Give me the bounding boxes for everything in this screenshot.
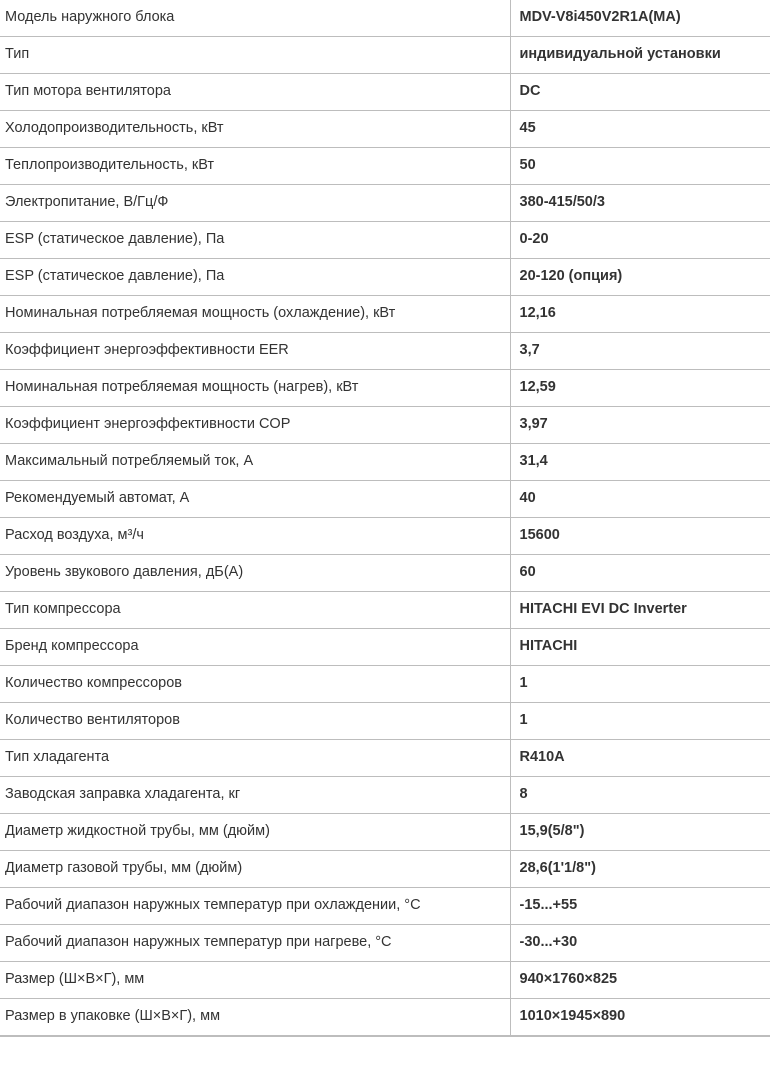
spec-value: 3,97 <box>510 406 770 443</box>
spec-value: 1010×1945×890 <box>510 998 770 1035</box>
spec-value: 12,16 <box>510 295 770 332</box>
spec-row <box>0 369 770 406</box>
spec-value: HITACHI EVI DC Inverter <box>510 591 770 628</box>
spec-label: Рабочий диапазон наружных температур при нагреве, °C <box>0 924 510 961</box>
spec-row <box>0 480 770 517</box>
table-bottom-divider <box>0 1036 770 1037</box>
spec-row <box>0 221 770 258</box>
spec-value: HITACHI <box>510 628 770 665</box>
spec-label: Теплопроизводительность, кВт <box>0 147 510 184</box>
spec-row <box>0 554 770 591</box>
spec-row <box>0 258 770 295</box>
spec-value: 12,59 <box>510 369 770 406</box>
spec-label: ESP (статическое давление), Па <box>0 221 510 258</box>
spec-value: 380-415/50/3 <box>510 184 770 221</box>
spec-row <box>0 850 770 887</box>
spec-row <box>0 702 770 739</box>
spec-label: Тип мотора вентилятора <box>0 73 510 110</box>
spec-value: MDV-V8i450V2R1A(MA) <box>510 0 770 36</box>
spec-row <box>0 887 770 924</box>
spec-label: Рекомендуемый автомат, А <box>0 480 510 517</box>
spec-value: R410A <box>510 739 770 776</box>
spec-label: Диаметр жидкостной трубы, мм (дюйм) <box>0 813 510 850</box>
spec-label: Заводская заправка хладагента, кг <box>0 776 510 813</box>
spec-label: Электропитание, В/Гц/Ф <box>0 184 510 221</box>
spec-value: 28,6(1'1/8") <box>510 850 770 887</box>
spec-value: 15,9(5/8") <box>510 813 770 850</box>
spec-row <box>0 73 770 110</box>
spec-label: Бренд компрессора <box>0 628 510 665</box>
spec-label: Размер в упаковке (Ш×В×Г), мм <box>0 998 510 1035</box>
spec-value: 0-20 <box>510 221 770 258</box>
spec-row <box>0 295 770 332</box>
spec-row <box>0 998 770 1035</box>
spec-value: 15600 <box>510 517 770 554</box>
spec-label: Количество вентиляторов <box>0 702 510 739</box>
spec-value: 31,4 <box>510 443 770 480</box>
spec-row <box>0 147 770 184</box>
spec-row <box>0 36 770 73</box>
spec-value: -15...+55 <box>510 887 770 924</box>
spec-label: Коэффициент энергоэффективности EER <box>0 332 510 369</box>
spec-label: Тип <box>0 36 510 73</box>
spec-value: 1 <box>510 665 770 702</box>
spec-row <box>0 776 770 813</box>
spec-value: 940×1760×825 <box>510 961 770 998</box>
spec-label: Рабочий диапазон наружных температур при охлаждении, °C <box>0 887 510 924</box>
spec-value: 8 <box>510 776 770 813</box>
spec-value: 3,7 <box>510 332 770 369</box>
spec-value: 1 <box>510 702 770 739</box>
spec-row <box>0 813 770 850</box>
spec-row <box>0 517 770 554</box>
spec-label: Тип хладагента <box>0 739 510 776</box>
spec-label: Уровень звукового давления, дБ(А) <box>0 554 510 591</box>
spec-value: -30...+30 <box>510 924 770 961</box>
spec-row <box>0 184 770 221</box>
spec-label: Модель наружного блока <box>0 0 510 36</box>
spec-label: Максимальный потребляемый ток, А <box>0 443 510 480</box>
spec-value: DC <box>510 73 770 110</box>
spec-row <box>0 443 770 480</box>
spec-row <box>0 110 770 147</box>
spec-value: 20-120 (опция) <box>510 258 770 295</box>
spec-row <box>0 924 770 961</box>
spec-label: ESP (статическое давление), Па <box>0 258 510 295</box>
spec-value: 45 <box>510 110 770 147</box>
spec-row <box>0 628 770 665</box>
spec-label: Расход воздуха, м³/ч <box>0 517 510 554</box>
spec-value: 60 <box>510 554 770 591</box>
spec-row <box>0 591 770 628</box>
spec-label: Тип компрессора <box>0 591 510 628</box>
spec-row <box>0 665 770 702</box>
spec-label: Холодопроизводительность, кВт <box>0 110 510 147</box>
spec-row <box>0 332 770 369</box>
spec-label: Размер (Ш×В×Г), мм <box>0 961 510 998</box>
spec-label: Номинальная потребляемая мощность (охлаждение), кВт <box>0 295 510 332</box>
spec-row <box>0 406 770 443</box>
spec-value: индивидуальной установки <box>510 36 770 73</box>
spec-label: Диаметр газовой трубы, мм (дюйм) <box>0 850 510 887</box>
spec-row <box>0 0 770 36</box>
spec-value: 50 <box>510 147 770 184</box>
spec-value: 40 <box>510 480 770 517</box>
spec-row <box>0 739 770 776</box>
spec-label: Коэффициент энергоэффективности COP <box>0 406 510 443</box>
spec-row <box>0 961 770 998</box>
spec-label: Номинальная потребляемая мощность (нагрев), кВт <box>0 369 510 406</box>
spec-label: Количество компрессоров <box>0 665 510 702</box>
